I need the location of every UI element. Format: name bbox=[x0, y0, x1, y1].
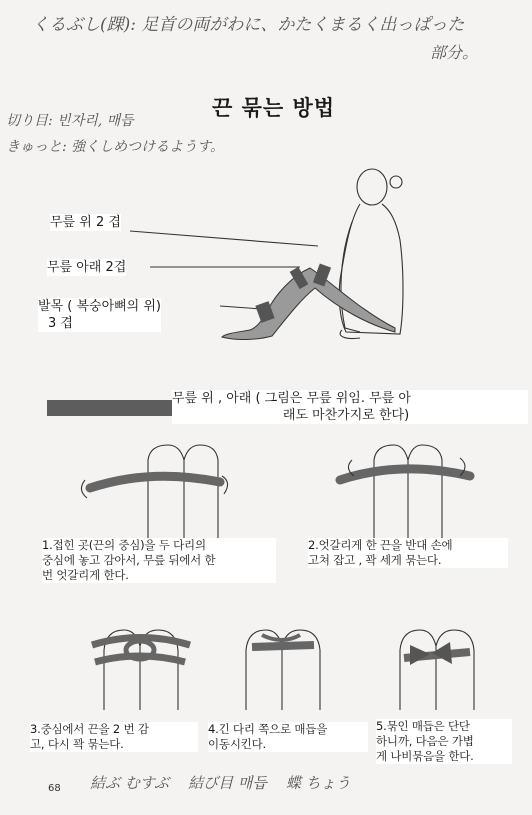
label-ankle bbox=[38, 298, 161, 332]
section-note-line1: 무릎 위 , 아래 ( 그림은 무릎 위임. 무릎 아 bbox=[172, 391, 411, 406]
step4-illustration bbox=[246, 630, 320, 710]
step2-line2: 고쳐 잡고 , 꽉 세게 묶는다. bbox=[308, 553, 442, 567]
step3-illustration bbox=[92, 630, 190, 710]
step2-illustration bbox=[340, 445, 470, 540]
section-note bbox=[172, 390, 528, 424]
step3-line1: 3.중심에서 끈을 2 번 감 bbox=[30, 722, 149, 736]
step1-line3: 번 엇갈리게 한다. bbox=[42, 568, 129, 582]
section-note-line2: 래도 마찬가지로 한다) bbox=[282, 408, 410, 423]
step5-caption bbox=[376, 719, 512, 764]
label-knee-below: 무릎 아래 2겹 bbox=[47, 260, 127, 275]
label-ankle-line2: 3 겹 bbox=[48, 316, 73, 331]
step2-caption bbox=[308, 538, 508, 568]
page-title: 끈 묶는 방법 bbox=[212, 96, 336, 120]
step1-line1: 1.접힌 곳(끈의 중심)을 두 다리의 bbox=[42, 538, 206, 552]
step5-line2: 하니까, 다음은 가볍 bbox=[376, 734, 474, 748]
page-number: 68 bbox=[48, 783, 61, 794]
step4-line2: 이동시킨다. bbox=[208, 737, 266, 751]
label-ankle-line1: 발목 ( 복숭아뼈의 위) bbox=[38, 299, 162, 314]
handwritten-note-1: 切り目: 빈자리, 매듭 bbox=[6, 113, 134, 129]
step4-line1: 4.긴 다리 쪽으로 매듭을 bbox=[208, 722, 328, 736]
label-knee-above: 무릎 위 2 겹 bbox=[50, 215, 121, 230]
section-bar bbox=[47, 400, 175, 416]
handwritten-note-top: くるぶし(踝): 足首の両がわに、かたくまるく出っぱった bbox=[32, 15, 465, 35]
step2-line1: 2.엇갈리게 한 끈을 반대 손에 bbox=[308, 538, 453, 552]
step3-line2: 고, 다시 꽉 묶는다. bbox=[30, 737, 124, 751]
step5-line3: 게 나비묶음을 한다. bbox=[376, 749, 474, 763]
step4-caption bbox=[208, 722, 368, 752]
step1-illustration bbox=[81, 445, 227, 540]
handwritten-note-top-2: 部分。 bbox=[430, 43, 479, 62]
step1-line2: 중심에 놓고 감아서, 무릎 뒤에서 한 bbox=[42, 553, 216, 567]
handwritten-note-2: きゅっと: 強くしめつけるようす。 bbox=[6, 139, 225, 155]
step1-caption bbox=[42, 538, 276, 583]
step5-illustration bbox=[400, 630, 474, 710]
step5-line1: 5.묶인 매듭은 단단 bbox=[376, 719, 470, 733]
step3-caption bbox=[30, 722, 198, 752]
handwritten-note-bottom: 結ぶ むすぶ 結び目 매듭 蝶 ちょう bbox=[90, 774, 351, 792]
